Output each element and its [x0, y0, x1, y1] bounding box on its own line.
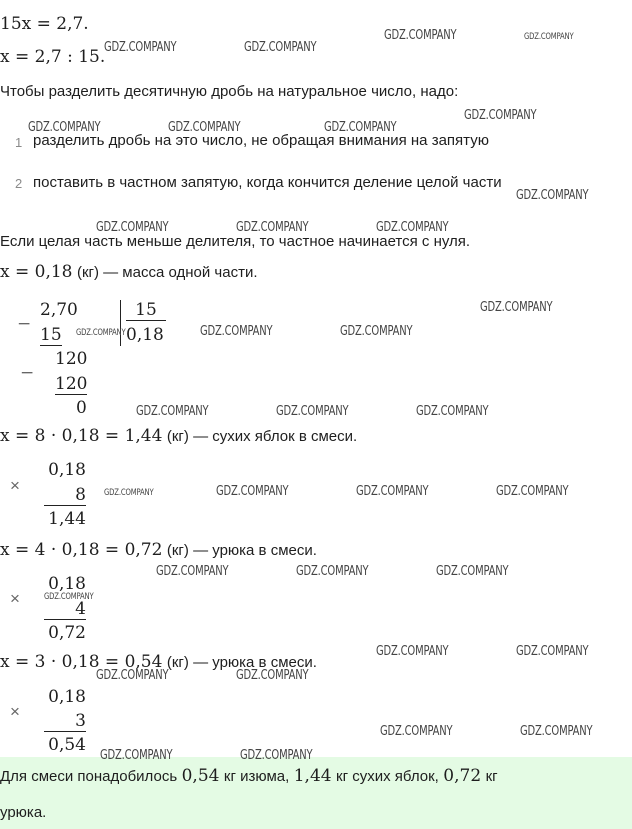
step-2-text: поставить в частном запятую, когда кончится деление целой части: [33, 174, 502, 191]
apples-text: (кг) — сухих яблок в смеси.: [166, 428, 358, 445]
watermark: GDZ.COMPANY: [236, 668, 309, 683]
apples-line: [0, 426, 357, 446]
product: 0,54: [48, 735, 86, 755]
answer-line-2: урюка.: [0, 804, 47, 821]
factor-b: 3: [44, 711, 86, 732]
apricot-formula: x = 4 · 0,18 = 0,72: [0, 540, 163, 560]
answer-raisin-value: 0,54: [181, 766, 220, 786]
factor-b: 4: [44, 599, 86, 620]
answer-apricot-value: 0,72: [443, 766, 482, 786]
watermark: GDZ.COMPANY: [384, 28, 457, 43]
factor-a: 0,18: [48, 574, 86, 594]
watermark: GDZ.COMPANY: [524, 32, 574, 42]
watermark: GDZ.COMPANY: [324, 120, 397, 135]
watermark: GDZ.COMPANY: [96, 220, 169, 235]
subtrahend-1: 15: [40, 325, 62, 345]
watermark: GDZ.COMPANY: [216, 484, 289, 499]
times-sign: ×: [10, 589, 20, 608]
part-mass-line: [0, 262, 258, 282]
watermark: GDZ.COMPANY: [380, 724, 453, 739]
quotient: 0,18: [126, 325, 164, 345]
watermark: GDZ.COMPANY: [516, 644, 589, 659]
watermark: GDZ.COMPANY: [340, 324, 413, 339]
watermark: GDZ.COMPANY: [464, 108, 537, 123]
dividend: 2,70: [40, 300, 78, 320]
answer-text-2: кг изюма,: [223, 768, 290, 785]
minus-sign-1: −: [17, 314, 32, 334]
apricot-line: [0, 540, 317, 560]
answer-apples-value: 1,44: [293, 766, 332, 786]
watermark: GDZ.COMPANY: [100, 748, 173, 763]
watermark: GDZ.COMPANY: [104, 40, 177, 55]
watermark: GDZ.COMPANY: [416, 404, 489, 419]
answer-text-4: кг: [485, 768, 498, 785]
part-mass-text: (кг) — масса одной части.: [76, 264, 258, 281]
watermark: GDZ.COMPANY: [240, 748, 313, 763]
zero-quotient-rule: Если целая часть меньше делителя, то частное начинается с нуля.: [0, 233, 471, 250]
watermark: GDZ.COMPANY: [104, 488, 154, 498]
apples-formula: x = 8 · 0,18 = 1,44: [0, 426, 163, 446]
watermark: GDZ.COMPANY: [480, 300, 553, 315]
watermark: GDZ.COMPANY: [376, 644, 449, 659]
factor-b: 8: [44, 485, 86, 506]
factor-a: 0,18: [48, 687, 86, 707]
watermark: GDZ.COMPANY: [276, 404, 349, 419]
part-mass-formula: x = 0,18: [0, 262, 73, 282]
watermark: GDZ.COMPANY: [168, 120, 241, 135]
watermark: GDZ.COMPANY: [236, 220, 309, 235]
watermark: GDZ.COMPANY: [376, 220, 449, 235]
minus-sign-2: −: [20, 363, 35, 383]
rule-intro: Чтобы разделить десятичную дробь на натуральное число, надо:: [0, 83, 459, 100]
watermark: GDZ.COMPANY: [496, 484, 569, 499]
equation-15x: 15x = 2,7.: [0, 14, 89, 34]
answer-box: [0, 757, 632, 829]
product: 0,72: [48, 623, 86, 643]
watermark: GDZ.COMPANY: [136, 404, 209, 419]
times-sign: ×: [10, 476, 20, 495]
watermark: GDZ.COMPANY: [516, 188, 589, 203]
remainder-final: 0: [76, 398, 87, 418]
division-bar: [120, 300, 121, 346]
step-number-2: 2: [15, 176, 23, 191]
watermark: GDZ.COMPANY: [356, 484, 429, 499]
factor-a: 0,18: [48, 460, 86, 480]
divisor: 15: [126, 300, 166, 321]
answer-text-1: Для смеси понадобилось: [0, 768, 178, 785]
raisin-formula: x = 3 · 0,18 = 0,54: [0, 652, 163, 672]
watermark: GDZ.COMPANY: [96, 668, 169, 683]
watermark: GDZ.COMPANY: [28, 120, 101, 135]
subtrahend-2: 120: [55, 374, 88, 394]
watermark: GDZ.COMPANY: [44, 592, 94, 602]
raisin-text: (кг) — урюка в смеси.: [166, 654, 317, 671]
answer-text-3: кг сухих яблок,: [336, 768, 439, 785]
watermark: GDZ.COMPANY: [200, 324, 273, 339]
step-1-text: разделить дробь на это число, не обращая внимания на запятую: [33, 132, 489, 149]
watermark: GDZ.COMPANY: [520, 724, 593, 739]
remainder-1: 120: [55, 349, 88, 369]
watermark: GDZ.COMPANY: [76, 328, 126, 338]
equation-x-division: x = 2,7 : 15.: [0, 47, 106, 67]
step-number-1: 1: [15, 135, 23, 150]
watermark: GDZ.COMPANY: [156, 564, 229, 579]
product: 1,44: [48, 509, 86, 529]
watermark: GDZ.COMPANY: [244, 40, 317, 55]
watermark: GDZ.COMPANY: [436, 564, 509, 579]
watermark: GDZ.COMPANY: [296, 564, 369, 579]
apricot-text: (кг) — урюка в смеси.: [166, 542, 317, 559]
times-sign: ×: [10, 702, 20, 721]
answer-line-1: [0, 766, 498, 786]
